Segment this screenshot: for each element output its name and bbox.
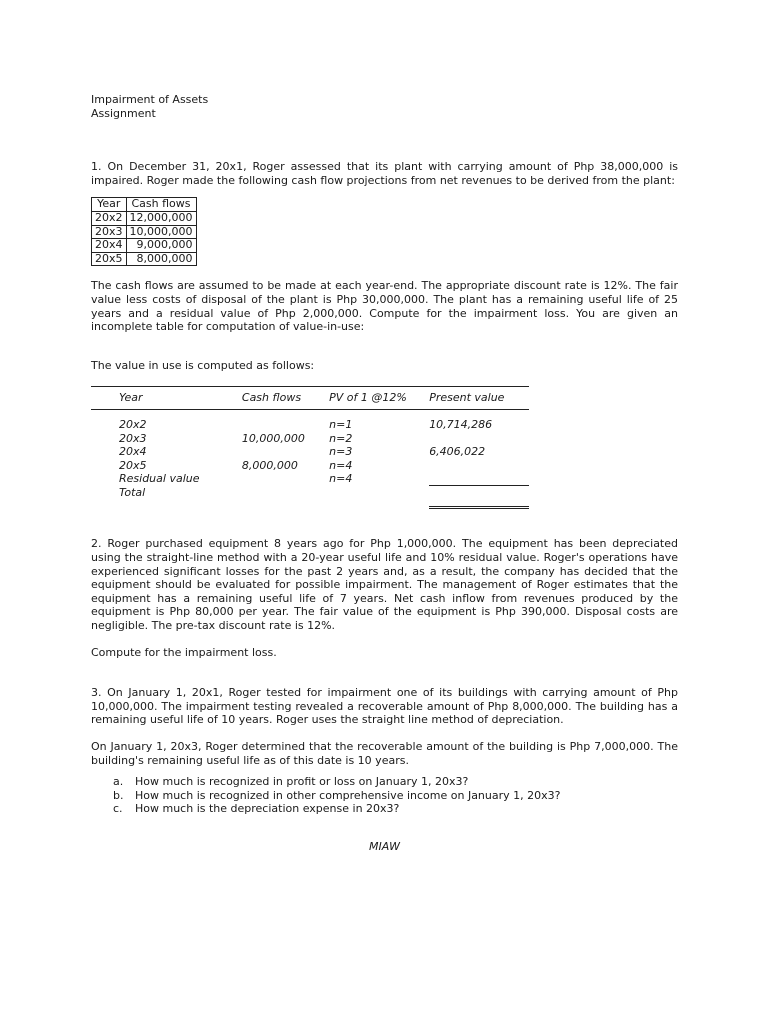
list-item — [113, 802, 678, 816]
q2-body: 2. Roger purchased equipment 8 years ago for Php 1,000,000. The equipment has been depreciated using the straight-line method with a 20-year useful life and 10% residual value. Roger's operations have experienced significant losses for the past 2 years and, as a result, the company has decided that the equipment should be evaluated for possible impairment. The management of Roger estimates that the equipment has a remaining useful life of 7 years. Net cash inflow from revenues produced by the equipment is Php 80,000 per year. The fair value of the equipment is Php 390,000. Disposal costs are negligible. The pre-tax discount rate is 12%. — [91, 537, 678, 632]
cash-flow-amount: 10,000,000 — [126, 225, 196, 239]
list-item — [113, 775, 678, 789]
document-page — [91, 93, 678, 853]
viu-present-value: 10,714,286 — [429, 417, 493, 431]
viu-total-blank — [429, 486, 529, 508]
viu-cash-flow — [242, 409, 329, 431]
viu-present-value — [429, 459, 529, 473]
list-item-label: b. — [113, 788, 124, 802]
cash-flow-year: 20x3 — [92, 225, 127, 239]
q1-body: The cash flows are assumed to be made at each year-end. The appropriate discount rate is 12%. The fair value less costs of disposal of the plant is Php 30,000,000. The plant has a remaining useful life of 25 years and a residual value of Php 2,000,000. Compute for the impairment loss. You are given an incomplete table for computation of value-in-use: — [91, 279, 678, 334]
viu-year: Residual value — [119, 472, 200, 486]
cash-flow-amount: 8,000,000 — [126, 252, 196, 266]
viu-present-value: 6,406,022 — [429, 445, 486, 459]
q3-body-1: 3. On January 1, 20x1, Roger tested for impairment one of its buildings with carrying amount of Php 10,000,000. The impairment testing revealed a recoverable amount of Php 8,000,000. The building has a remaining useful life of 10 years. Roger uses the straight line method of depreciation. — [91, 686, 678, 727]
table-row — [92, 211, 197, 225]
q1-intro: 1. On December 31, 20x1, Roger assessed that its plant with carrying amount of Php 38,000,000 is impaired. Roger made the following cash flow projections from net revenues to be derived from the plant: — [91, 160, 678, 187]
cash-flow-year: 20x2 — [92, 211, 127, 225]
table-row — [91, 432, 529, 446]
viu-present-value — [429, 432, 529, 446]
table-row — [92, 252, 197, 266]
table-row — [92, 225, 197, 239]
viu-year: 20x3 — [119, 431, 147, 445]
doc-title: Impairment of Assets — [91, 93, 209, 106]
viu-pv-factor: n=4 — [329, 458, 353, 472]
list-item-text: How much is recognized in profit or loss on January 1, 20x3? — [135, 775, 469, 789]
cash-flow-amount: 9,000,000 — [126, 239, 196, 253]
table-row — [91, 472, 529, 486]
viu-year: 20x4 — [119, 445, 147, 459]
viu-cash-flow — [242, 445, 329, 459]
cash-flow-year: 20x4 — [92, 239, 127, 253]
viu-total-label: Total — [119, 485, 146, 499]
q2-task: Compute for the impairment loss. — [91, 645, 277, 659]
cash-flow-year: 20x5 — [92, 252, 127, 266]
table-row — [91, 445, 529, 459]
cash-flow-amount: 12,000,000 — [126, 211, 196, 225]
list-item-text: How much is the depreciation expense in 20x3? — [135, 802, 400, 816]
viu-present-value-blank — [429, 472, 529, 486]
viu-cash-flow: 8,000,000 — [241, 458, 298, 472]
viu-header-year: Year — [91, 387, 242, 410]
viu-year: 20x5 — [119, 458, 147, 472]
viu-year: 20x2 — [119, 417, 147, 431]
viu-label: The value in use is computed as follows: — [91, 358, 315, 372]
viu-header-present-value: Present value — [429, 387, 529, 410]
q3-question-list — [91, 775, 678, 816]
list-item — [113, 789, 678, 803]
table-row — [91, 409, 529, 431]
list-item-text: How much is recognized in other comprehensive income on January 1, 20x3? — [135, 788, 561, 802]
cash-flow-header-year: Year — [92, 198, 127, 212]
author-initials: MIAW — [369, 839, 400, 853]
cash-flow-header-amount: Cash flows — [126, 198, 196, 212]
viu-pv-factor: n=1 — [329, 417, 353, 431]
value-in-use-table — [91, 386, 529, 509]
list-item-label: c. — [113, 802, 123, 816]
viu-pv-factor: n=4 — [329, 472, 353, 486]
table-row — [92, 239, 197, 253]
viu-cash-flow — [242, 472, 329, 486]
cash-flow-table — [91, 197, 197, 266]
viu-pv-factor: n=2 — [329, 431, 353, 445]
viu-cash-flow: 10,000,000 — [241, 431, 305, 445]
q3-body-2: On January 1, 20x3, Roger determined that the recoverable amount of the building is Php 7,000,000. The building's remaining useful life as of this date is 10 years. — [91, 739, 678, 767]
table-row — [91, 459, 529, 473]
list-item-label: a. — [113, 775, 124, 789]
viu-pv-factor: n=3 — [329, 445, 353, 459]
viu-header-cash-flows: Cash flows — [242, 387, 329, 410]
table-row-total — [91, 486, 529, 508]
doc-subtitle: Assignment — [91, 106, 156, 120]
viu-header-pv-factor: PV of 1 @12% — [329, 387, 429, 410]
